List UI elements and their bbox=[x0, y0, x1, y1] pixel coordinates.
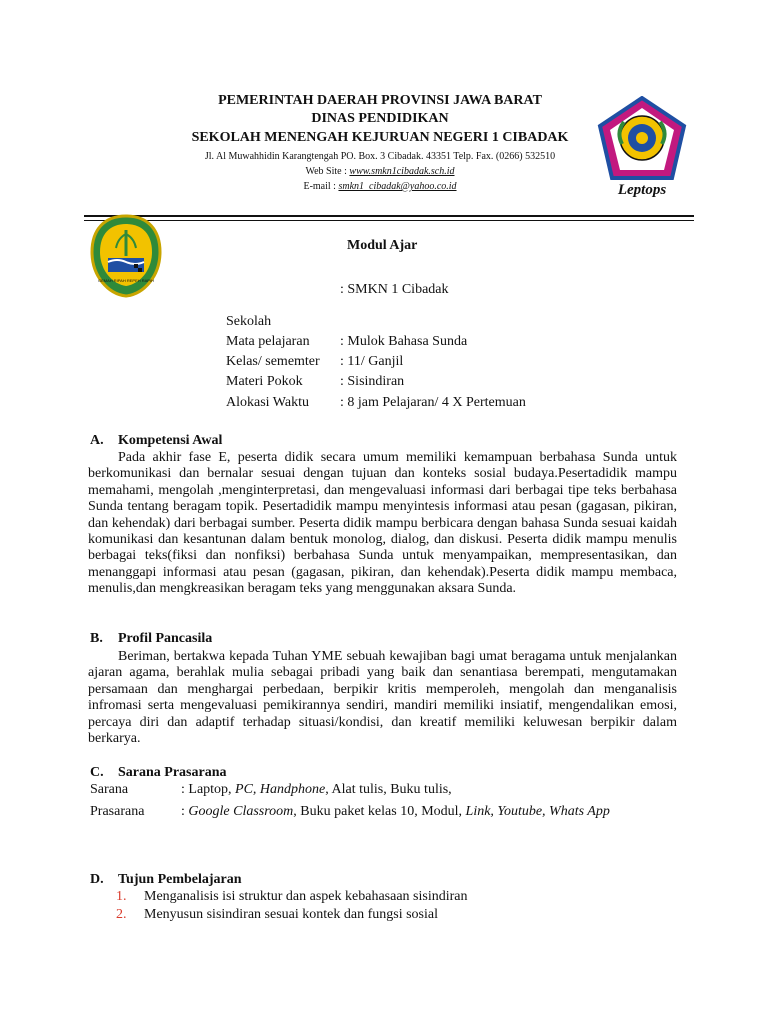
list-item-text: Menyusun sisindiran sesuai kontek dan fungsi sosial bbox=[144, 907, 438, 922]
list-item bbox=[116, 905, 438, 925]
section-d-title: Tujun Pembelajaran bbox=[118, 872, 242, 887]
section-b-letter: B. bbox=[90, 631, 103, 646]
field-label-materi: Materi Pokok bbox=[226, 374, 303, 389]
school-website bbox=[170, 164, 590, 179]
prasarana-label: Prasarana bbox=[90, 804, 145, 819]
field-value-materi: : Sisindiran bbox=[340, 374, 405, 389]
website-label: Web Site : bbox=[305, 166, 350, 177]
leptops-logo-text: Leptops bbox=[617, 182, 667, 198]
section-c-title: Sarana Prasarana bbox=[118, 765, 227, 780]
school-email bbox=[170, 179, 590, 194]
field-label-alokasi: Alokasi Waktu bbox=[226, 395, 309, 410]
section-a-title: Kompetensi Awal bbox=[118, 433, 223, 448]
list-item-number: 2. bbox=[116, 907, 127, 922]
crest-motto: GEMAH RIPAH REPEH RAPIH bbox=[98, 278, 154, 283]
school-address: Jl. Al Muwahhidin Karangtengah PO. Box. 3 Cibadak. 43351 Telp. Fax. (0266) 532510 bbox=[204, 151, 556, 162]
field-value-mapel: : Mulok Bahasa Sunda bbox=[340, 334, 468, 349]
section-a-text: Pada akhir fase E, peserta didik secara umum memiliki kemampuan berbahasa Sunda untuk berkomunikasi dan bernalar sesuai dengan tujuan dan konteks sosial budaya.Pesertadidik mampu memahami, mengolah ,menginterpretasi, dan mengevaluasi informasi dari berbagai tipe teks berbahasa Sunda tentang beragam topik. Pesertadidik mampu menyintesis informasi atau pesan (gagasan, pikiran, dan kehendak) dari berbagai sumber. Peserta didik mampu berbicara dengan bahasa Sunda sesuai kaidah komunikasi dan kesantunan dalam bentuk monolog, dialog, dan diskusi. Peserta didik mampu menulis berbagai teks(fiksi dan nonfiksi) berbahasa Sunda untuk menyampaikan, mempresentasikan, dan menanggapi informasi atau pesan (gagasan, pikiran, dan kehendak).Peserta didik mampu membaca, menulis,dan mengkreasikan beragam teks yang menggunakan aksara Sunda. bbox=[88, 450, 677, 597]
header-rule-thick bbox=[84, 215, 694, 217]
list-item-text: Menganalisis isi struktur dan aspek kebahasaan sisindiran bbox=[144, 889, 468, 904]
gov-title: PEMERINTAH DAERAH PROVINSI JAWA BARAT bbox=[218, 93, 542, 108]
leptops-logo bbox=[596, 96, 688, 200]
list-item bbox=[116, 887, 467, 907]
section-a-letter: A. bbox=[90, 433, 104, 448]
department-title: DINAS PENDIDIKAN bbox=[311, 111, 449, 126]
field-label-kelas: Kelas/ sememter bbox=[226, 354, 320, 369]
module-title: Modul Ajar bbox=[347, 238, 418, 253]
section-d-letter: D. bbox=[90, 872, 104, 887]
field-label-sekolah: Sekolah bbox=[226, 314, 272, 329]
email-label: E-mail : bbox=[303, 181, 339, 192]
prasarana-value: : Google Classroom, Buku paket kelas 10, Modul, Link, Youtube, Whats App bbox=[181, 804, 610, 819]
section-b-text: Beriman, bertakwa kepada Tuhan YME sebuah kewajiban bagi umat beragama untuk menjalankan ajaran agama, berahlak mulia sebagai pribadi yang baik dan senantiasa berempati, mengutamakan persamaan dan menghargai perbedaan, berpikir kritis memperoleh, mengolah dan menganalisis infromasi serta mengevaluasi pemikirannya sendiri, mandiri memiliki insiatif, mengendalikan emosi, percaya diri dan adaptif terhadap situasi/kondisi, dan kreatif memiliki keluwesan berpikir dalam berkarya. bbox=[88, 649, 677, 747]
field-value-kelas: : 11/ Ganjil bbox=[340, 354, 404, 369]
jawa-barat-crest bbox=[90, 212, 162, 298]
email-link[interactable]: smkn1_cibadak@yahoo.co.id bbox=[338, 181, 457, 192]
website-link[interactable]: www.smkn1cibadak.sch.id bbox=[349, 166, 455, 177]
field-label-mapel: Mata pelajaran bbox=[226, 334, 310, 349]
school-title: SEKOLAH MENENGAH KEJURUAN NEGERI 1 CIBADAK bbox=[191, 130, 569, 145]
school-name-value: : SMKN 1 Cibadak bbox=[340, 282, 449, 297]
header-rule-thin bbox=[84, 220, 694, 221]
list-item-number: 1. bbox=[116, 889, 127, 904]
section-b-title: Profil Pancasila bbox=[118, 631, 213, 646]
sarana-label: Sarana bbox=[90, 782, 129, 797]
field-value-alokasi: : 8 jam Pelajaran/ 4 X Pertemuan bbox=[340, 395, 526, 410]
section-c-letter: C. bbox=[90, 765, 104, 780]
sarana-value: : Laptop, PC, Handphone, Alat tulis, Buku tulis, bbox=[181, 782, 452, 797]
